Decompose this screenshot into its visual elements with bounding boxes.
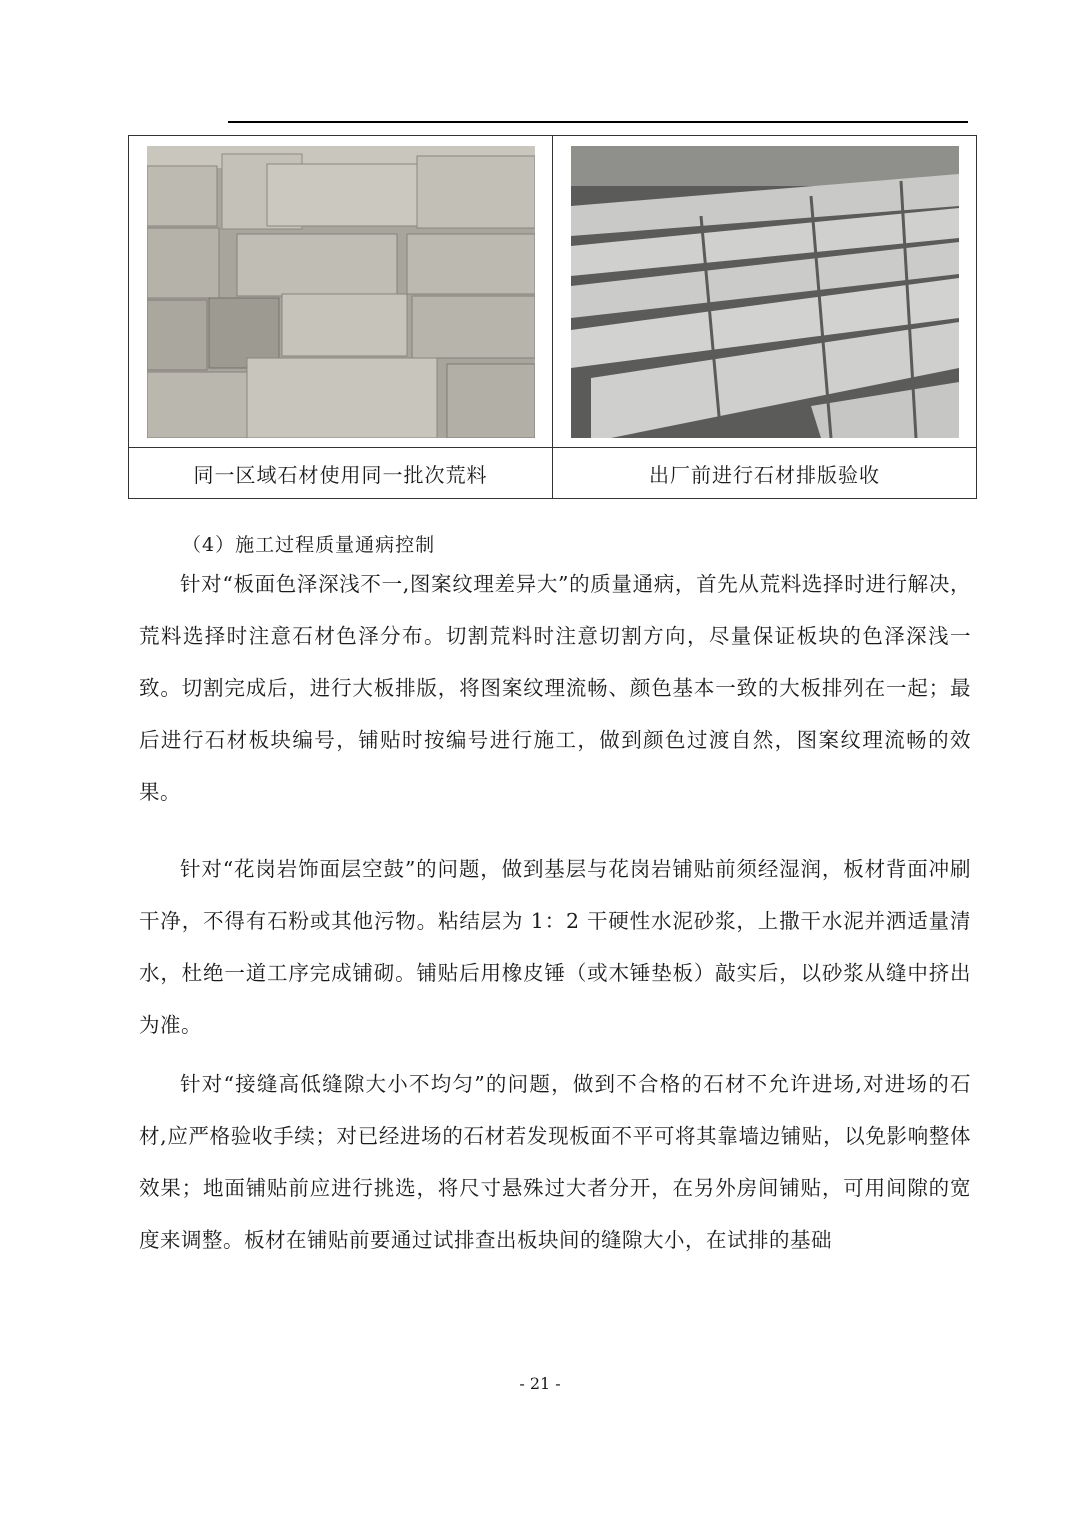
section-heading: （4）施工过程质量通病控制 — [182, 534, 436, 556]
photo-cell-right — [553, 136, 977, 448]
paragraph-joint-gap: 针对“接缝高低缝隙大小不均匀”的问题，做到不合格的石材不允许进场,对进场的石材,应严格验收手续；对已经进场的石材若发现板面不平可将其靠墙边铺贴，以免影响整体效果；地面铺贴前应进行挑选，将尺寸悬殊过大者分开，在另外房间铺贴，可用间隙的宽度来调整。板材在铺贴前要通过试排查出板块间的缝隙大小，在试排的基础 — [139, 1072, 971, 1252]
stone-blocks-photo — [147, 146, 535, 438]
slab-layout-photo — [571, 146, 959, 438]
header-rule — [228, 121, 968, 123]
page-number: - 21 - — [519, 1374, 561, 1393]
caption-left: 同一区域石材使用同一批次荒料 — [129, 448, 553, 499]
paragraph-color-variation: 针对“板面色泽深浅不一,图案纹理差异大”的质量通病，首先从荒料选择时进行解决，荒料选择时注意石材色泽分布。切割荒料时注意切割方向，尽量保证板块的色泽深浅一致。切割完成后，进行大板排版，将图案纹理流畅、颜色基本一致的大板排列在一起；最后进行石材板块编号，铺贴时按编号进行施工，做到颜色过渡自然，图案纹理流畅的效果。 — [139, 572, 971, 804]
caption-right: 出厂前进行石材排版验收 — [553, 448, 977, 499]
paragraph-hollow-drum: 针对“花岗岩饰面层空鼓”的问题，做到基层与花岗岩铺贴前须经湿润，板材背面冲刷干净，不得有石粉或其他污物。粘结层为 1：2 干硬性水泥砂浆，上撒干水泥并洒适量清水，杜绝一道工序完成铺砌。铺贴后用橡皮锤（或木锤垫板）敲实后，以砂浆从缝中挤出为准。 — [139, 857, 971, 1037]
photo-cell-left — [129, 136, 553, 448]
photo-table — [128, 135, 977, 499]
